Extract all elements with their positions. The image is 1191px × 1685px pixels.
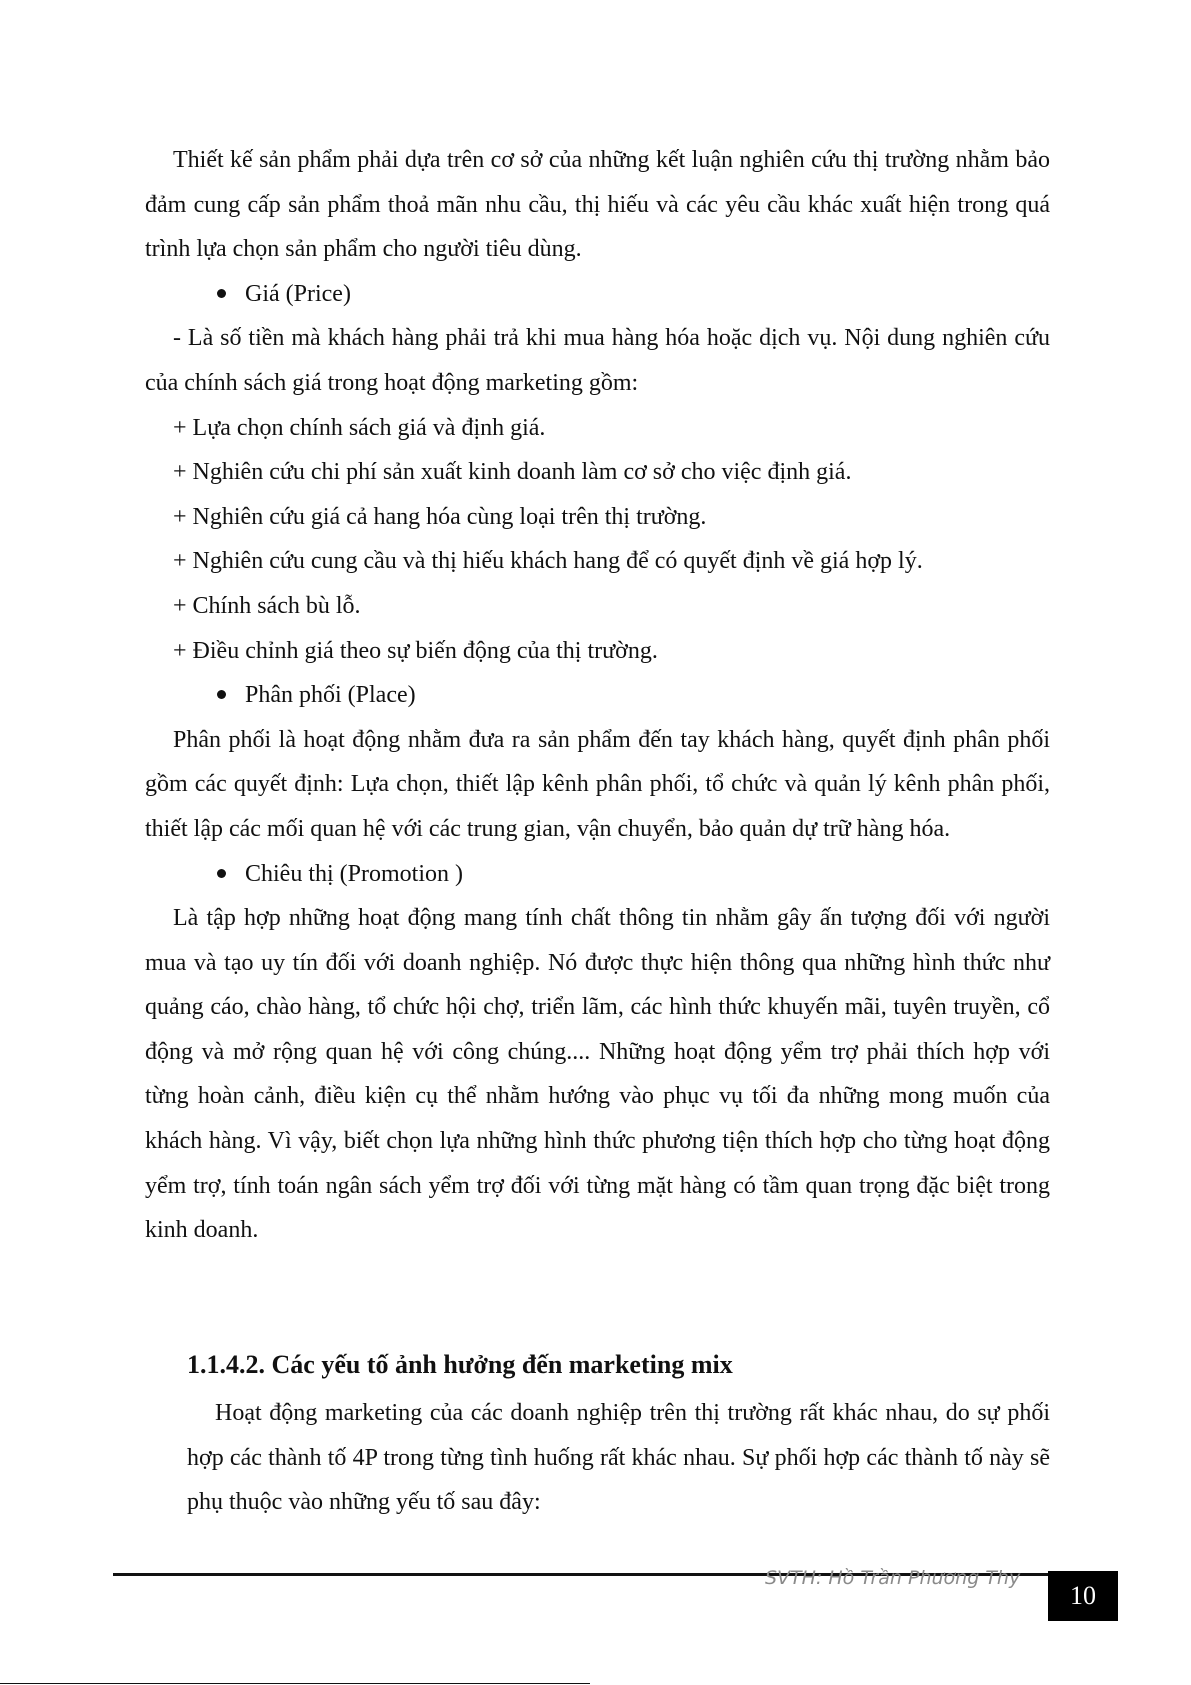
product-paragraph: Thiết kế sản phẩm phải dựa trên cơ sở của những kết luận nghiên cứu thị trường nhằm bảo đảm cung cấp sản phẩm thoả mãn nhu cầu, thị hiếu và các yêu cầu khác xuất hiện trong quá trình lựa chọn sản phẩm cho người tiêu dùng. [145, 147, 1050, 263]
page-number: 10 [1048, 1571, 1118, 1621]
section-paragraph: Hoạt động marketing của các doanh nghiệp trên thị trường rất khác nhau, do sự phối hợp các thành tố 4P trong từng tình huống rất khác nhau. Sự phối hợp các thành tố này sẽ phụ thuộc vào những yếu tố sau đây: [187, 1400, 1050, 1516]
place-bullet [145, 673, 1050, 718]
price-heading: Giá (Price) [245, 280, 351, 307]
section-1-1-4-2 [187, 1345, 1050, 1525]
place-heading: Phân phối (Place) [245, 682, 416, 709]
promotion-heading: Chiêu thị (Promotion ) [245, 860, 463, 887]
list-item: + Điều chỉnh giá theo sự biến động của thị trường. [173, 637, 658, 664]
promotion-bullet [145, 852, 1050, 897]
list-item: + Lựa chọn chính sách giá và định giá. [173, 414, 546, 441]
list-item: + Nghiên cứu cung cầu và thị hiếu khách hang để có quyết định về giá hợp lý. [173, 548, 923, 575]
list-item: + Nghiên cứu chi phí sản xuất kinh doanh làm cơ sở cho việc định giá. [173, 459, 852, 486]
price-list [145, 406, 1050, 674]
bullet-dot-icon [217, 869, 226, 878]
bullet-dot-icon [217, 289, 226, 298]
list-item: + Chính sách bù lỗ. [173, 592, 361, 619]
bullet-dot-icon [217, 690, 226, 699]
footer-author: SVTH: Hồ Trần Phương Thy [765, 1567, 1021, 1589]
price-bullet [145, 272, 1050, 317]
place-paragraph: Phân phối là hoạt động nhằm đưa ra sản phẩm đến tay khách hàng, quyết định phân phối gồm các quyết định: Lựa chọn, thiết lập kênh phân phối, tổ chức và quản lý kênh phân phối, thiết lập các mối quan hệ với các trung gian, vận chuyển, bảo quản dự trữ hàng hóa. [145, 726, 1050, 842]
main-content [145, 138, 1050, 1253]
list-item: + Nghiên cứu giá cả hang hóa cùng loại trên thị trường. [173, 503, 707, 530]
promotion-paragraph: Là tập hợp những hoạt động mang tính chất thông tin nhằm gây ấn tượng đối với người mua và tạo uy tín đối với doanh nghiệp. Nó được thực hiện thông qua những hình thức như quảng cáo, chào hàng, tổ chức hội chợ, triển lãm, các hình thức khuyến mãi, tuyên truyền, cổ động và mở rộng quan hệ với công chúng.... Những hoạt động yểm trợ phải thích hợp với từng hoàn cảnh, điều kiện cụ thể nhằm hướng vào phục vụ tối đa những mong muốn của khách hàng. Vì vậy, biết chọn lựa những hình thức phương tiện thích hợp cho từng hoạt động yểm trợ, tính toán ngân sách yểm trợ đối với từng mặt hàng có tầm quan trọng đặc biệt trong kinh doanh. [145, 905, 1050, 1244]
bottom-divider [0, 1683, 590, 1684]
section-heading: 1.1.4.2. Các yếu tố ảnh hưởng đến marketing mix [187, 1350, 733, 1379]
price-paragraph: - Là số tiền mà khách hàng phải trả khi mua hàng hóa hoặc dịch vụ. Nội dung nghiên cứu của chính sách giá trong hoạt động marketing gồm: [145, 325, 1050, 396]
